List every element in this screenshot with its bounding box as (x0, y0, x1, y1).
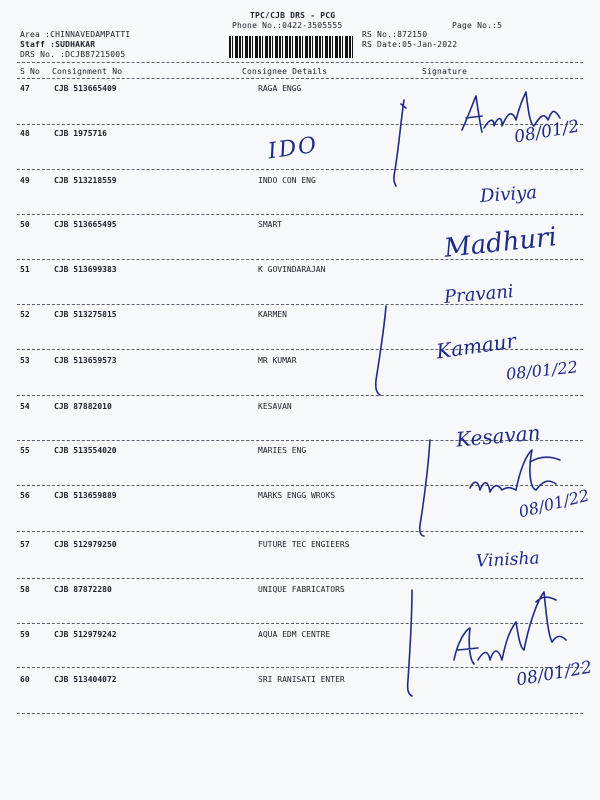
consignment-no: CJB 1975716 (54, 129, 107, 138)
consignee: MARIES ENG (258, 446, 307, 455)
handwritten-date-4: 08/01/22 (514, 657, 594, 691)
sno: 48 (20, 129, 30, 138)
consignment-no: CJB 87872280 (54, 585, 112, 594)
consignment-no: CJB 513665409 (54, 84, 117, 93)
sno: 55 (20, 446, 30, 455)
sno: 56 (20, 491, 30, 500)
handwritten-kesavan: Kesavan (455, 420, 542, 452)
handwritten-karmen: Kamaur (434, 328, 518, 364)
staff: Staff :SUDHAKAR (20, 40, 96, 49)
consignment-no: CJB 512979250 (54, 540, 117, 549)
consignee: MARKS ENGG WROKS (258, 491, 336, 500)
sno: 59 (20, 630, 30, 639)
consignee: MR KUMAR (258, 356, 297, 365)
consignee: FUTURE TEC ENGIEERS (258, 540, 350, 549)
sno: 54 (20, 402, 30, 411)
handwritten-madhuri: Madhuri (442, 222, 559, 264)
divider (17, 304, 583, 305)
consignee: K GOVINDARAJAN (258, 265, 326, 274)
divider (17, 78, 583, 79)
divider (17, 395, 583, 396)
divider (17, 485, 583, 486)
sno: 60 (20, 675, 30, 684)
signature-3 (536, 597, 556, 602)
consignment-no: CJB 513699383 (54, 265, 117, 274)
consignment-no: CJB 513275815 (54, 310, 117, 319)
divider (17, 259, 583, 260)
consignment-no: CJB 513659573 (54, 356, 117, 365)
divider (17, 531, 583, 532)
handwritten-vinisha: Vinisha (475, 548, 541, 572)
page-number: Page No.:5 (452, 21, 503, 30)
consignment-no: CJB 512979242 (54, 630, 117, 639)
consignee: SRI RANISATI ENTER (258, 675, 345, 684)
sno: 53 (20, 356, 30, 365)
bracket-stroke (401, 104, 406, 108)
divider (17, 169, 583, 170)
divider (17, 214, 583, 215)
consignee: KARMEN (258, 310, 287, 319)
consignment-no: CJB 513554020 (54, 446, 117, 455)
rs-number: RS No.:872150 (362, 30, 428, 39)
bracket-stroke (376, 306, 386, 395)
sno: 49 (20, 176, 30, 185)
consignee: KESAVAN (258, 402, 292, 411)
signature-3 (454, 592, 566, 664)
bracket-stroke (408, 590, 412, 696)
consignee: SMART (258, 220, 283, 229)
divider (17, 124, 583, 125)
area: Area :CHINNAVEDAMPATTI (20, 30, 131, 39)
drs-number: DRS No. :DCJB87215005 (20, 50, 126, 59)
divider (17, 578, 583, 579)
consignment-no: CJB 513404072 (54, 675, 117, 684)
consignee: RAGA ENGG (258, 84, 302, 93)
col-consignment: Consignment No (52, 67, 123, 76)
rs-date: RS Date:05-Jan-2022 (362, 40, 458, 49)
consignment-no: CJB 513665495 (54, 220, 117, 229)
barcode (229, 36, 353, 58)
sno: 57 (20, 540, 30, 549)
consignment-no: CJB 513218559 (54, 176, 117, 185)
sno: 51 (20, 265, 30, 274)
col-sno: S No (20, 67, 41, 76)
col-signature: Signature (422, 67, 468, 76)
handwritten-ido: IDO (266, 132, 320, 165)
sheet-title: TPC/CJB DRS - PCG (250, 11, 336, 20)
consignee: UNIQUE FABRICATORS (258, 585, 345, 594)
handwritten-kumar-date: 08/01/22 (505, 357, 579, 384)
signature-2 (530, 457, 560, 462)
handwritten-diviya: Diviya (479, 182, 538, 207)
handwritten-pavani: Pravani (443, 281, 515, 308)
consignment-no: CJB 87882010 (54, 402, 112, 411)
divider (17, 62, 583, 63)
col-consignee: Consignee Details (242, 67, 328, 76)
sno: 47 (20, 84, 30, 93)
bracket-stroke (420, 440, 430, 536)
divider (17, 623, 583, 624)
bracket-stroke (394, 100, 404, 186)
phone-number: Phone No.:0422-3505555 (232, 21, 343, 30)
consignee: AQUA EDM CENTRE (258, 630, 331, 639)
sno: 52 (20, 310, 30, 319)
consignee: INDO CON ENG (258, 176, 316, 185)
sno: 58 (20, 585, 30, 594)
divider (17, 713, 583, 714)
consignment-no: CJB 513659889 (54, 491, 117, 500)
divider (17, 667, 583, 668)
handwritten-date-1: 08/01/2 (512, 116, 581, 148)
handwritten-date-3: 08/01/22 (516, 485, 592, 522)
sno: 50 (20, 220, 30, 229)
